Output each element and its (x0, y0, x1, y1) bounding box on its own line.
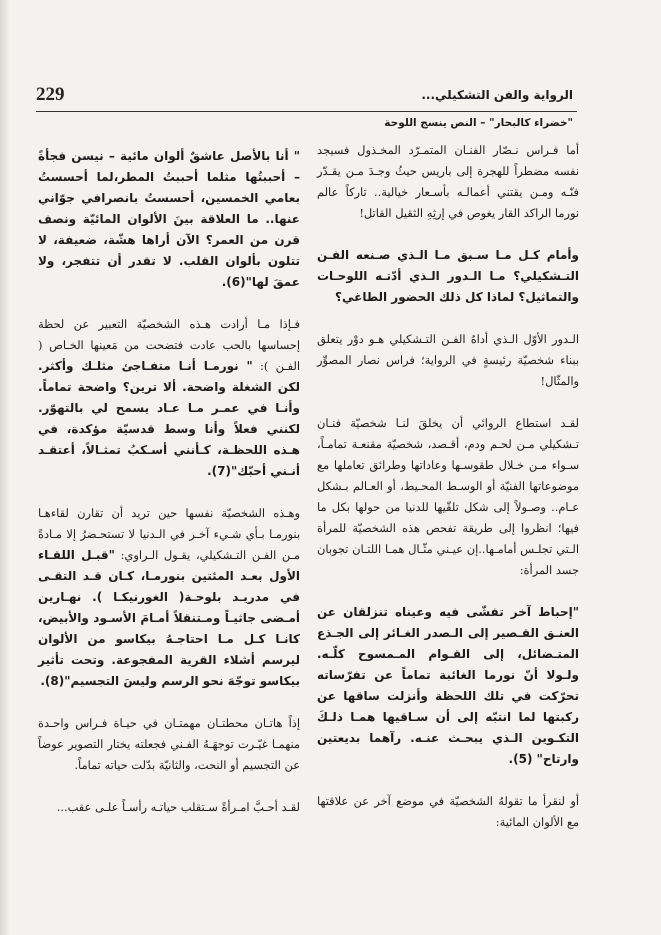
right-column (317, 140, 579, 854)
running-subtitle: "خضراء كالبحار" – النص ينسج اللوحة (384, 117, 573, 129)
quote-paragraph: " أنا بالأصل عاشقٌ ألوان مائية – نيسن فجأةً – أحببتُها مثلما أحببتُ المطر،لما أحسستُ بعامي الخمسين، أحسستُ بانصرافي جوّاني عنها.. ما العلاقة بينَ الألوان المائيّة ونصف قرن من العمر؟ الآن أراها هشّة، ضعيفة، لا تتلون بألوان القلب. لا تقدر أن تتفجر، ولا عمقَ لها"(6). (38, 149, 300, 289)
paragraph: الـدور الأوّل الـذي أداهُ الفـن التـشكيلي هـو دوْر يتعلق ببناء شخصيّة رئيسةٍ في الرواية؛ فراس نصار المصوِّر والمثّال! (317, 332, 579, 388)
paragraph: لقـد أحـبَّ امـرأةً سـتقلب حياتـه رأسـاً علـى عقب... (56, 800, 300, 814)
paragraph: أو لنقرأ ما تقولهُ الشخصيّة في موضع آخر عن علاقتها مع الألوان المائية: (317, 794, 579, 829)
paragraph-intro: فـإذا مـا أرادت هـذه الشخصيّة التعبير عن لحظة إحساسها بالحب عادت فتضحت من مَعينها الخـاص ( الفـن ): (38, 317, 300, 373)
inline-quote: "قبـل اللقـاء الأول بعـد المئتين بنورمـا، كـان قـد التقـى في مدريـد بلوحـة( الغورنيكـا ). نهـارين أمـضى جاثيـاً ومـتنقلاً أمـامَ الأسـود والأبيض، كانـا كـل مـا احتاجـهُ بيكاسو من الألوان ليرسم أشلاء القرية المفجوعة. وتحت تأثير بيكاسو توجّهَ نحو الرسم وليسَ التجسيم"(8). (38, 548, 300, 688)
inline-quote: " نورمـا أنـا متفـاجئ مثلـك وأكثر. لكن الشغلة واضحة. ألا ترين؟ واضحة تماماً. وأنـا في عمـر مـا عـاد يسمح لي بالتهوّر. لكنني فعلاً وأنا وسط قدسيّة مؤكدة، في هـذه اللحظـة، كـأنني أسـكبُ تمثـالاً، أعتقـد أنـني أحبّك"(7). (38, 359, 300, 478)
paragraph: إذاً هاتـان محطتـان مهمتـان في حيـاة فـراس واحـدة منهمـا غيّـرت توجهَـهُ الفـني فجعلته يختار التصوير عوضاً عن التجسيم أو النحت، والثانيّة بدّلت حياته تماماً. (38, 716, 300, 772)
header-rule (36, 111, 577, 112)
paragraph (38, 503, 300, 692)
paragraph: أما فـراس نـصّار الفنـان المتمـرّد المخـذول فسيجد نفسه مضطراً للهجرة إلى باريس حيثُ وجـدَ مـن يقـدّر فنّـه ومـن يقتني أعمالـه بأسـعار خيالية.. تاركاً عالم نورما الراكد القار يغوص في إرثِهِ الثقيل القاتل! (317, 143, 579, 220)
left-column (38, 146, 300, 839)
page-gutter-shadow (0, 0, 10, 935)
paragraph-intro: وهـذه الشخصيّة نفسها حين تريد أن تقارن لقاءهـا بنورمـا بـأي شـيء آخـر في الـدنيا لا تستحـضرُ إلا مـادةً مـن الفـن التـشكيلي، يقـول الـراوي: (38, 506, 300, 562)
paragraph: لقـد استطاع الروائي أن يخلقَ لنـا شخصيّة فنـان تـشكيلي مـن لحـم ودم، أقـصد، شخصيّة مقنعـة تمامـاً، سـواء مـن خـلال طقوسـها وعاداتها وطرائق تعاملها مع موضوعاتها الفنيّة أو الوسـط المحـيط، أو العـالم بـشكل عـام.. وصـولاً إلى شكل تلقّيها للدنيا من حولها بكل ما فيها؛ انظروا إلى طريقة تفحص هذه الشخصيّة للمرأة الـتي تجلـس أمامـها..إن عيـني مثّـال همـا اللتـان تجوبان جسد المرأة: (317, 416, 579, 577)
quote-paragraph: "إحباط آخر تفشّى فيه وعيناه تنزلقان عن العنـق القـصير إلى الـصدر الغـائر إلى الجـذع المتـضائل، إلى القـوام المـمسوح كلّـه. ولـولا أنّ نورما الغائبة تماماً عن تفرّساته تحرّكت في تلك اللحظة وأنزلت ساقها عن ركبتها لما انتبّه إلى أن سـاقيها همـا ذلـكَ التكـوين الـذي يبحـث عنـه. رآهما بديعتين وارتاح" (5). (317, 605, 579, 766)
running-title: الرواية والفن التشكيلي... (421, 88, 573, 102)
paragraph (38, 314, 300, 482)
page-number: 229 (36, 84, 65, 105)
question-paragraph: وأمام كـل مـا سـبق مـا الـذي صـنعه الفـن التـشكيلي؟ مـا الـدور الـذي أدّتـه اللوحـات والتماثيل؟ لماذا كل ذلك الحضور الطاغي؟ (317, 248, 579, 304)
